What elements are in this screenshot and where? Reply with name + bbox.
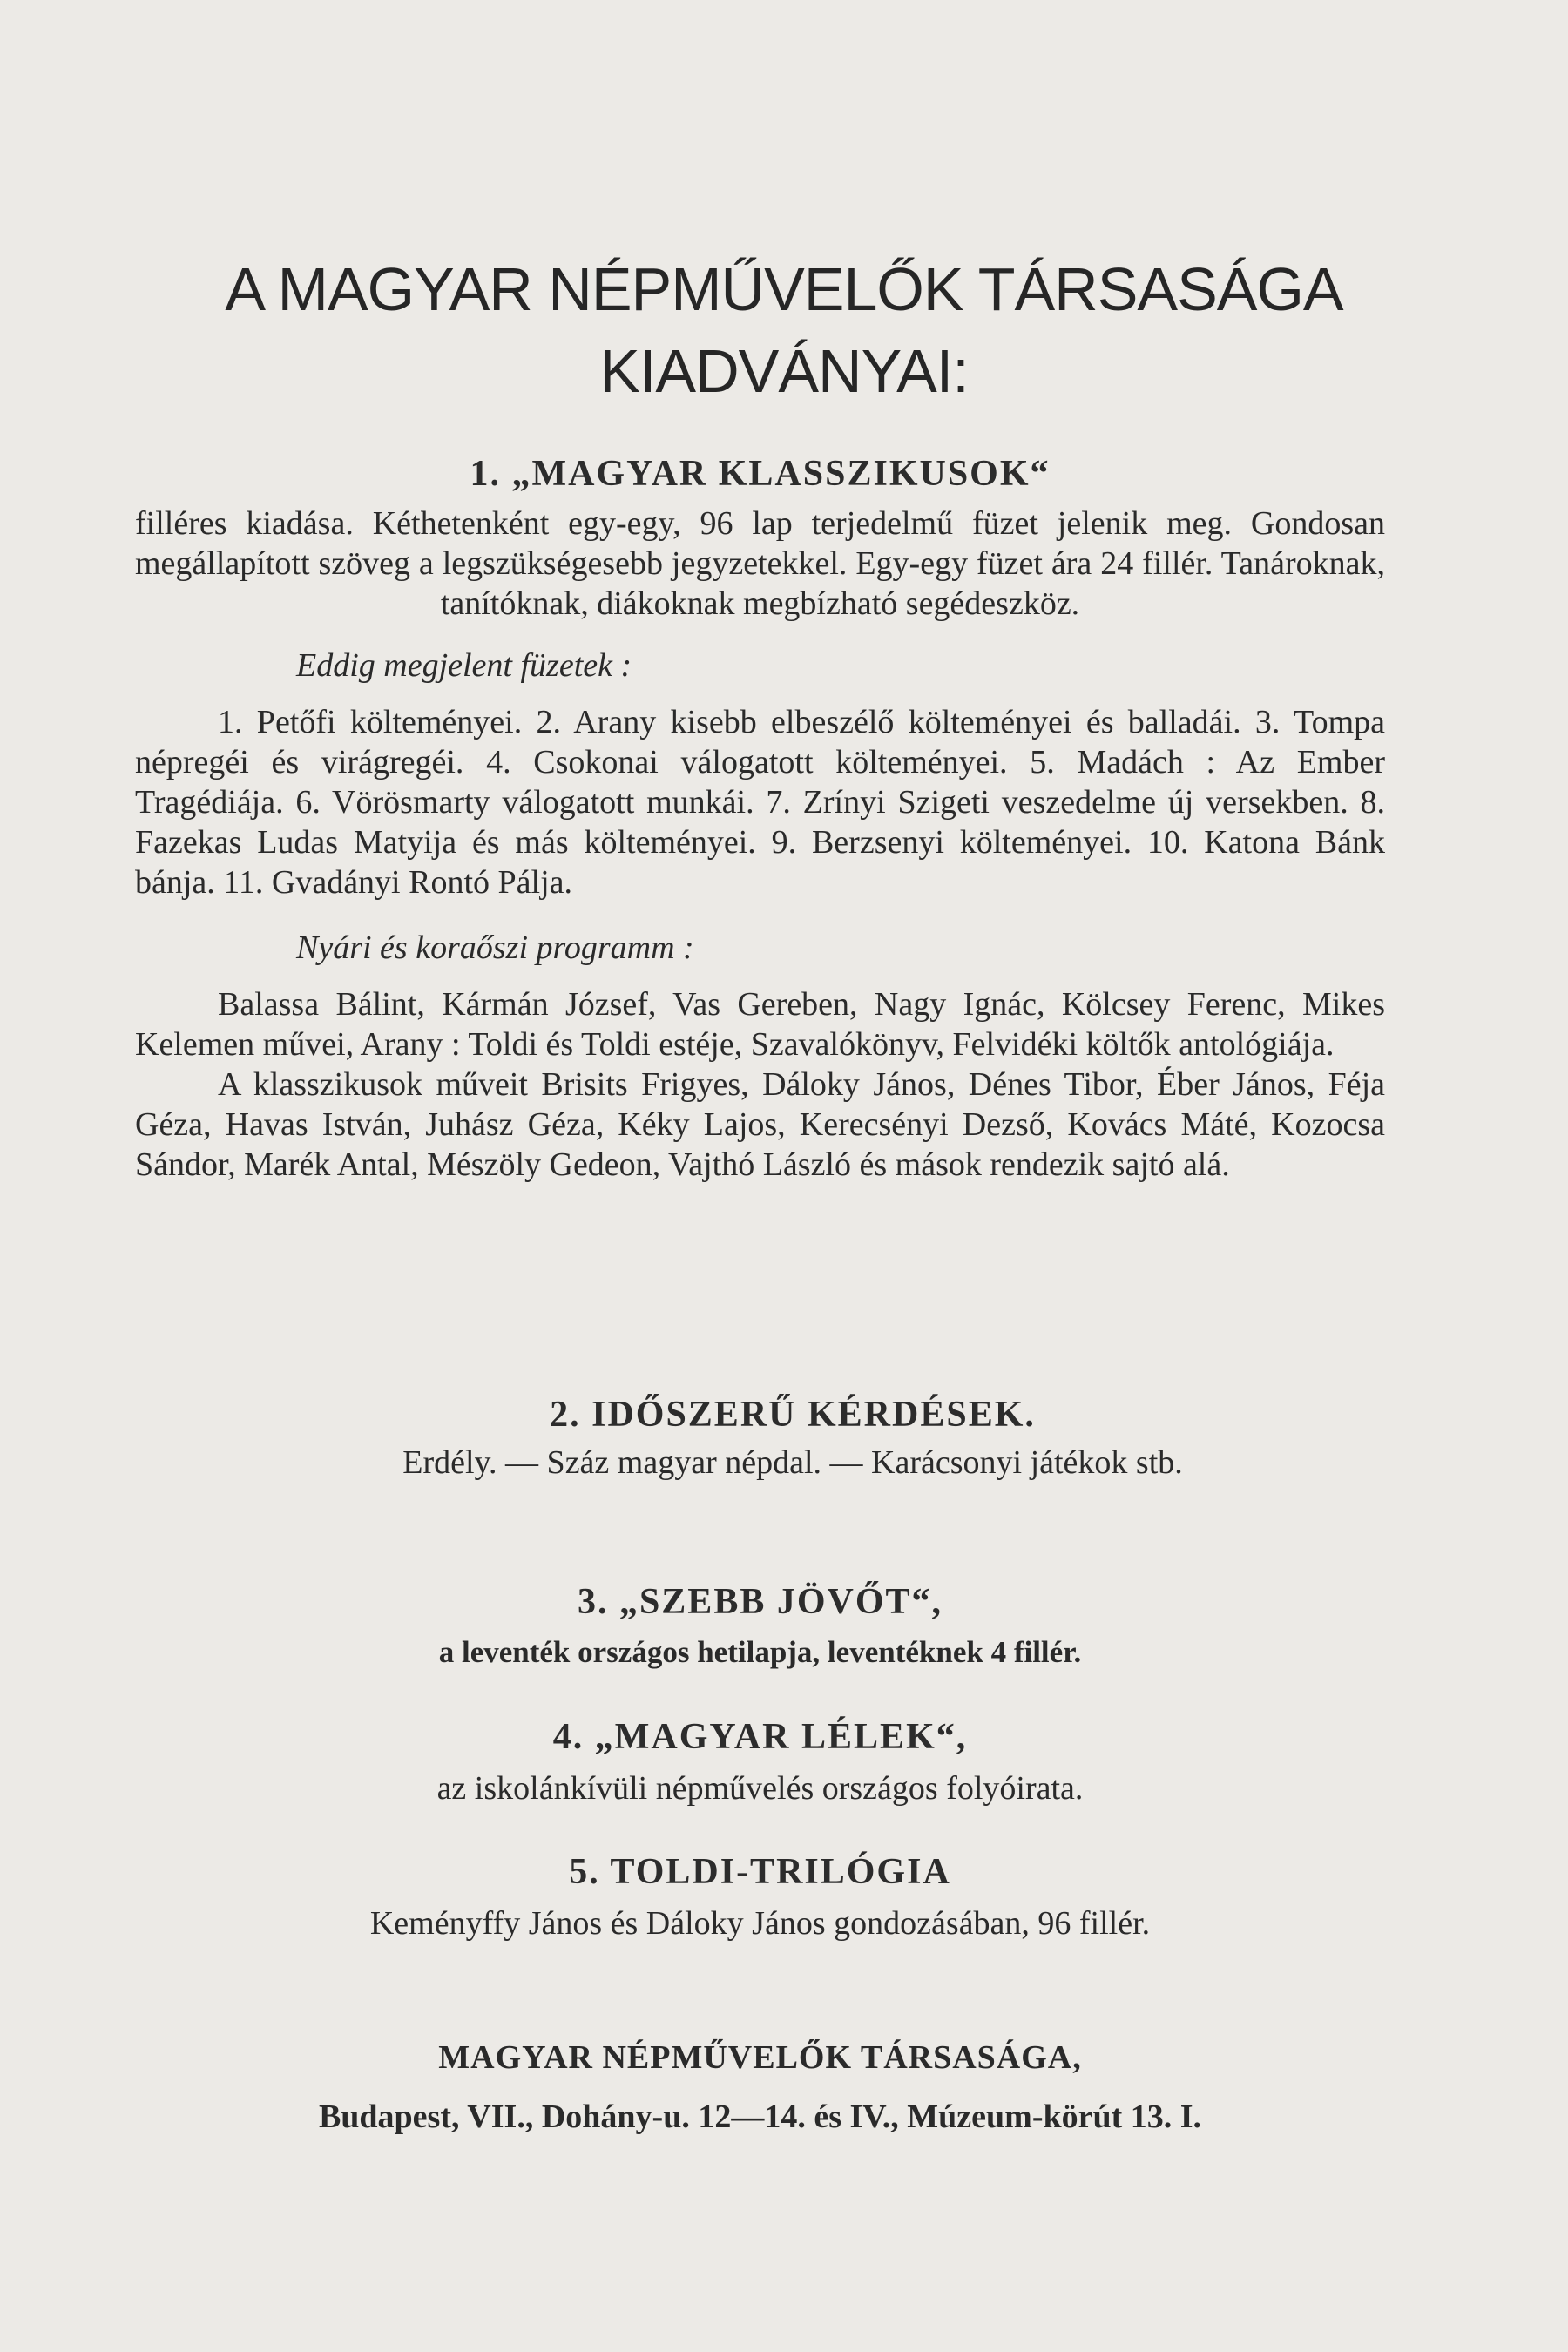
section-2-heading: 2. IDŐSZERŰ KÉRDÉSEK. — [550, 1395, 1036, 1435]
page-title — [105, 248, 1463, 412]
editors-text: A klasszikusok műveit Brisits Frigyes, Dáloky János, Dénes Tibor, Éber János, Féja Géza, Havas István, Juhász Géza, Kéky Lajos, Kerecsényi Dezső, Kovács Máté, Kozocsa Sándor, Marék Antal, Mészöly Gedeon, Vajthó László és mások rendezik sajtó alá. — [135, 1066, 1385, 1183]
section-2-text: Erdély. — Száz magyar népdal. — Karácsonyi játékok stb. — [402, 1444, 1183, 1481]
footer-publisher: MAGYAR NÉPMŰVELŐK TÁRSASÁGA, — [438, 2039, 1082, 2076]
footer-address: Budapest, VII., Dohány-u. 12—14. és IV., Múzeum-körút 13. I. — [318, 2099, 1202, 2135]
program-label: Nyári és koraőszi programm : — [296, 929, 694, 966]
program-list: Balassa Bálint, Kármán József, Vas Gereben, Nagy Ignác, Kölcsey Ferenc, Mikes Kelemen művei, Arany : Toldi és Toldi estéje, Szavalókönyv, Felvidéki költők antológiája. — [135, 986, 1385, 1063]
section-5 — [135, 1851, 1385, 1943]
section-1-description: filléres kiadása. Kéthetenként egy-egy, 96 lap terjedelmű füzet jelenik meg. Gondosan megállapított szöveg a legszükségesebb jegyzetekkel. Egy-egy füzet ára 24 fillér. Tanároknak, tanítóknak, diákoknak megbízható segédeszköz. — [135, 505, 1385, 622]
published-label: Eddig megjelent füzetek : — [296, 647, 632, 684]
title-line-1: A MAGYAR NÉPMŰVELŐK TÁRSASÁGA — [225, 255, 1343, 323]
section-1-heading: 1. „MAGYAR KLASSZIKUSOK“ — [470, 454, 1051, 494]
section-4-text: az iskolánkívüli népművelés országos folyóirata. — [436, 1770, 1084, 1807]
section-3-heading: 3. „SZEBB JÖVŐT“, — [577, 1582, 943, 1622]
section-3-text: a leventék országos hetilapja, leventéknek 4 fillér. — [438, 1635, 1082, 1669]
section-5-heading: 5. TOLDI-TRILÓGIA — [569, 1852, 951, 1892]
published-list: 1. Petőfi költeményei. 2. Arany kisebb elbeszélő költeményei és balladái. 3. Tompa népregéi és virágregéi. 4. Csokonai válogatott költeményei. 5. Madách : Az Ember Tragédiája. 6. Vörösmarty válogatott munkái. 7. Zrínyi Szigeti veszedelme új versekben. 8. Fazekas Ludas Matyija és más költeményei. 9. Berzsenyi költeményei. 10. Katona Bánk bánja. 11. Gvadányi Rontó Pálja. — [135, 704, 1385, 901]
section-3 — [135, 1581, 1385, 1670]
section-4 — [135, 1716, 1385, 1808]
section-1 — [135, 453, 1385, 1185]
section-4-heading: 4. „MAGYAR LÉLEK“, — [552, 1717, 968, 1757]
footer — [135, 2038, 1385, 2136]
section-2 — [331, 1394, 1254, 1483]
title-line-2: KIADVÁNYAI: — [599, 337, 969, 405]
section-5-text: Keményffy János és Dáloky János gondozásában, 96 fillér. — [369, 1905, 1151, 1942]
